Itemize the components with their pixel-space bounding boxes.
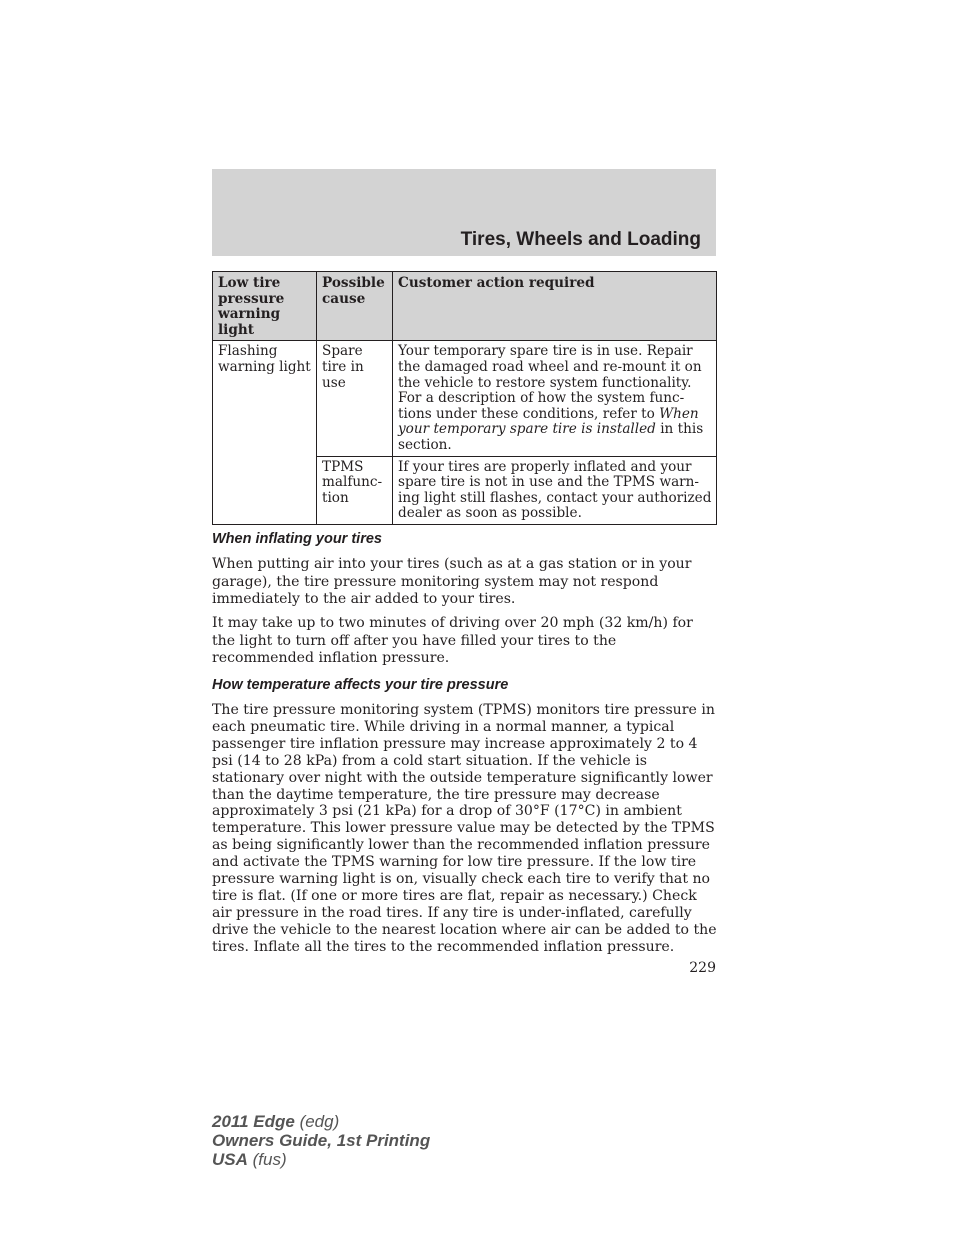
table-header-row: [213, 272, 717, 341]
paragraph-temperature: The tire pressure monitoring system (TPMS) monitors tire pressure in each pneumatic tire. While driving in a normal manner, a typical passenger tire inflation pressure may increase approximately 2 to 4 psi (14 to 28 kPa) from a cold start situation. If the vehicle is stationary over night with the outside temperature significantly lower than the daytime temperature, the tire pressure may decrease approximately 3 psi (21 kPa) for a drop of 30°F (17°C) in ambient temperature. This lower pressure value may be detected by the TPMS as being significantly lower than the recommended inflation pressure and activate the TPMS warning for low tire pressure. If the low tire pressure warning light is on, visually check each tire to verify that no tire is flat. (If one or more tires are flat, repair as necessary.) Check air pressure in the road tires. If any tire is under-inflated, carefully drive the vehicle to the nearest location where air can be added to the tires. Inflate all the tires to the recommended inflation pressure.: [212, 702, 717, 955]
footer-market-code: (fus): [247, 1150, 287, 1169]
cause-cell: TPMS malfunc-tion: [317, 456, 393, 524]
action-cell: If your tires are properly inflated and your spare tire is not in use and the TPMS warn-ing light still flashes, contact your authorized dealer as soon as possible.: [393, 456, 717, 524]
heading-inflating-tires: When inflating your tires: [212, 531, 382, 547]
paragraph-inflating-2: It may take up to two minutes of driving over 20 mph (32 km/h) for the light to turn off after you have filled your tires to the recommended inflation pressure.: [212, 615, 693, 667]
column-header-warning-light: Low tire pressure warning light: [213, 272, 317, 341]
heading-temperature: How temperature affects your tire pressure: [212, 677, 509, 693]
action-text-end: in this section.: [398, 421, 704, 453]
footer-market-line: [212, 1150, 430, 1169]
section-header-band: [212, 169, 716, 256]
footer-market: USA: [212, 1150, 248, 1169]
document-footer: [212, 1112, 430, 1169]
cause-cell: Spare tire in use: [317, 341, 393, 456]
column-header-possible-cause: Possible cause: [317, 272, 393, 341]
footer-model-code: (edg): [294, 1112, 340, 1131]
action-text: Your temporary spare tire is in use. Repair the damaged road wheel and re-mount it on the vehicle to restore system functionality. For a description of how the system func-tions under these conditions, refer to: [398, 343, 702, 422]
footer-guide: Owners Guide, 1st Printing: [212, 1131, 431, 1150]
column-header-customer-action: Customer action required: [393, 272, 717, 341]
page-number: 229: [689, 960, 716, 976]
action-cell: [393, 341, 717, 456]
warning-light-cell: Flashing warning light: [213, 341, 317, 525]
footer-model: 2011 Edge: [212, 1112, 295, 1131]
tpms-warning-table: [212, 271, 717, 525]
action-reference: When your temporary spare tire is installed: [398, 405, 699, 438]
footer-model-line: [212, 1112, 430, 1131]
section-title: Tires, Wheels and Loading: [460, 229, 701, 250]
paragraph-inflating-1: When putting air into your tires (such as at a gas station or in your garage), the tire pressure monitoring system may not respond immediately to the air added to your tires.: [212, 556, 692, 608]
table-row: [213, 341, 717, 456]
footer-guide-line: [212, 1131, 430, 1150]
